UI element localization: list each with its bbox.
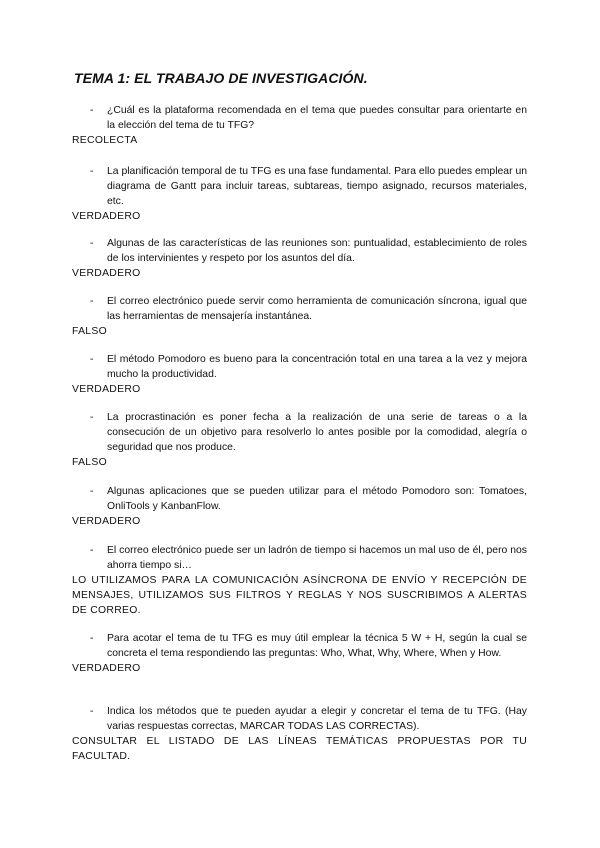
question-text [90, 631, 527, 661]
bullet-dash: - [90, 354, 94, 365]
answer-text: VERDADERO [72, 211, 141, 222]
question-label: Para acotar el tema de tu TFG es muy útil emplear la técnica 5 W + H, según la cual se concreta el tema respondiendo las preguntas: Who, What, Why, Where, When y How. [107, 633, 527, 659]
list-item [0, 294, 600, 339]
question-text [90, 410, 527, 455]
list-item [0, 164, 600, 224]
answer-text: FALSO [72, 457, 107, 468]
bullet-dash: - [90, 706, 94, 717]
bullet-dash: - [90, 633, 94, 644]
list-item [0, 410, 600, 470]
list-item [0, 236, 600, 281]
answer-text: VERDADERO [72, 516, 141, 527]
question-text [90, 294, 527, 324]
answer-text: RECOLECTA [72, 135, 138, 146]
list-item [0, 631, 600, 676]
answer-text: VERDADERO [72, 384, 141, 395]
question-text [90, 704, 527, 734]
list-item [0, 103, 600, 148]
question-label: El método Pomodoro es bueno para la concentración total en una tarea a la vez y mejora mucho la productividad. [107, 354, 527, 380]
question-text [90, 164, 527, 209]
question-label: Indica los métodos que te pueden ayudar a elegir y concretar el tema de tu TFG. (Hay varias respuestas correctas, MARCAR TODAS LAS CORRECTAS). [107, 706, 527, 732]
bullet-dash: - [90, 296, 94, 307]
question-label: La procrastinación es poner fecha a la realización de una serie de tareas o a la consecución de un objetivo para resolverlo lo antes posible por la comodidad, alegría o seguridad que nos produce. [107, 412, 527, 453]
bullet-dash: - [90, 545, 94, 556]
question-text [90, 103, 527, 133]
answer-text: VERDADERO [72, 268, 141, 279]
question-text [90, 236, 527, 266]
question-label: Algunas de las características de las reuniones son: puntualidad, establecimiento de roles de los intervinientes y respeto por los asuntos del día. [107, 238, 527, 264]
answer-text: CONSULTAR EL LISTADO DE LAS LÍNEAS TEMÁTICAS PROPUESTAS POR TU FACULTAD. [72, 736, 527, 762]
question-text [90, 484, 527, 514]
question-text [90, 543, 527, 573]
answer-text: FALSO [72, 326, 107, 337]
answer-text: LO UTILIZAMOS PARA LA COMUNICACIÓN ASÍNCRONA DE ENVÍO Y RECEPCIÓN DE MENSAJES, UTILIZAMOS SUS FILTROS Y REGLAS Y NOS SUSCRIBIMOS A ALERTAS DE CORREO. [72, 575, 527, 616]
list-item [0, 543, 600, 618]
question-label: El correo electrónico puede ser un ladrón de tiempo si hacemos un mal uso de él, pero nos ahorra tiempo si… [107, 545, 527, 571]
bullet-dash: - [90, 238, 94, 249]
bullet-dash: - [90, 486, 94, 497]
list-item [0, 704, 600, 764]
answer-text: VERDADERO [72, 663, 141, 674]
page-title: TEMA 1: EL TRABAJO DE INVESTIGACIÓN. [74, 70, 368, 86]
question-label: Algunas aplicaciones que se pueden utilizar para el método Pomodoro son: Tomatoes, OnliTools y KanbanFlow. [107, 486, 527, 512]
list-item [0, 484, 600, 529]
bullet-dash: - [90, 412, 94, 423]
list-item [0, 352, 600, 397]
bullet-dash: - [90, 166, 94, 177]
question-label: La planificación temporal de tu TFG es una fase fundamental. Para ello puedes emplear un diagrama de Gantt para incluir tareas, subtareas, tiempo asignado, recursos materiales, etc. [107, 166, 527, 207]
question-text [90, 352, 527, 382]
question-label: ¿Cuál es la plataforma recomendada en el tema que puedes consultar para orientarte en la elección del tema de tu TFG? [107, 105, 527, 131]
bullet-dash: - [90, 105, 94, 116]
question-label: El correo electrónico puede servir como herramienta de comunicación síncrona, igual que las herramientas de mensajería instantánea. [107, 296, 527, 322]
